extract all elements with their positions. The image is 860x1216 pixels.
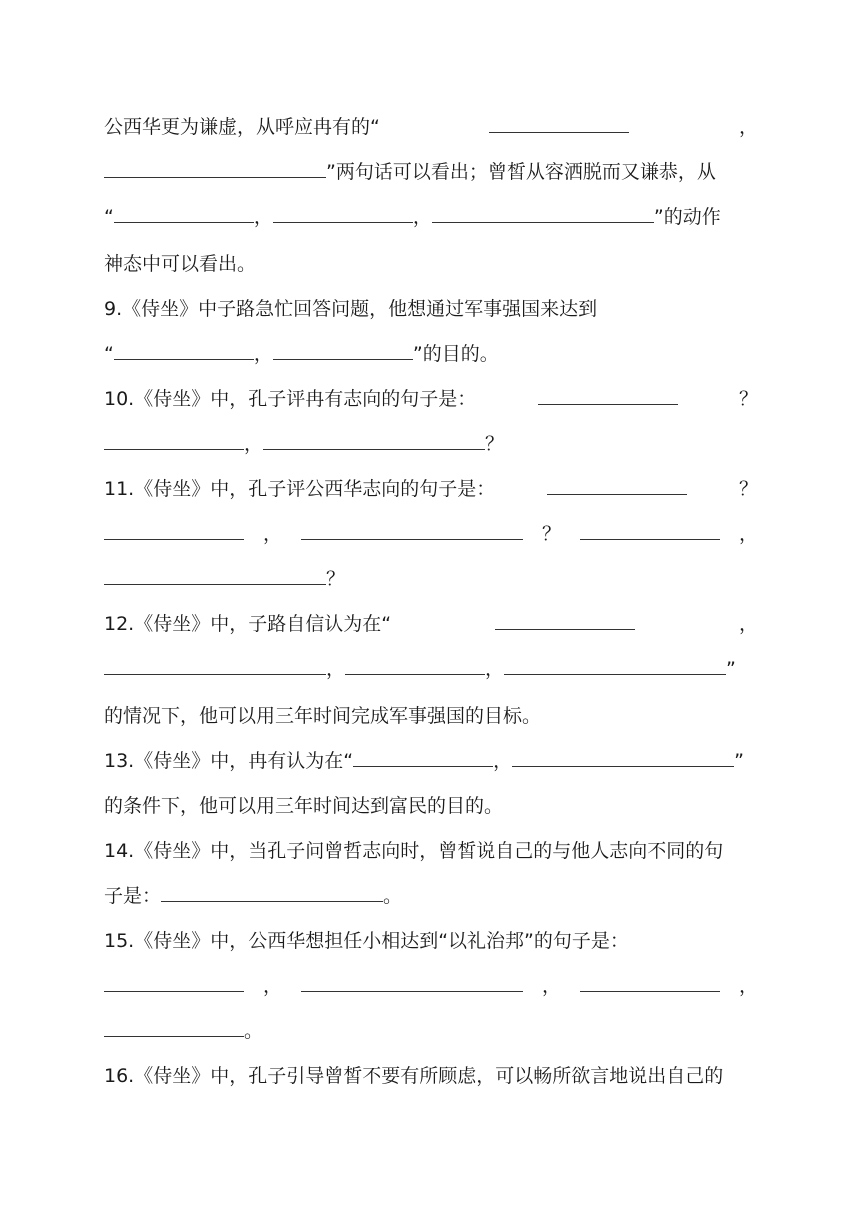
answer-blank[interactable]	[273, 202, 413, 223]
question-9-text: 9.《侍坐》中子路急忙回答问题，他想通过军事强国来达到	[104, 298, 598, 320]
question-12-text: 12.《侍坐》中，子路自信认为在“	[104, 613, 392, 635]
answer-blank[interactable]	[353, 746, 493, 767]
answer-blank[interactable]	[104, 564, 326, 585]
punct: ，	[326, 658, 346, 680]
q11-line-1	[104, 474, 758, 504]
question-14-text: 子是：	[104, 885, 162, 907]
q15-line-1	[104, 926, 758, 956]
answer-blank[interactable]	[104, 1016, 244, 1037]
q15-line-2	[104, 971, 758, 1001]
punct: ，	[253, 343, 273, 365]
punct: ？	[738, 388, 758, 410]
answer-blank[interactable]	[104, 429, 244, 450]
punct: ，	[485, 658, 505, 680]
punct: “	[104, 343, 114, 365]
punct: ？	[326, 568, 346, 590]
q8-text: ”两句话可以看出；曾皙从容洒脱而又谦恭，从	[326, 161, 716, 183]
answer-blank[interactable]	[301, 971, 523, 992]
question-16-text: 16.《侍坐》中，孔子引导曾皙不要有所顾虑，可以畅所欲言地说出自己的	[104, 1065, 724, 1087]
q11-line-3	[104, 564, 758, 594]
answer-blank[interactable]	[104, 519, 244, 540]
answer-blank[interactable]	[104, 654, 326, 675]
answer-blank[interactable]	[161, 881, 383, 902]
question-13-text: 13.《侍坐》中，冉有认为在“	[104, 750, 354, 772]
answer-blank[interactable]	[504, 654, 726, 675]
punct: ，	[412, 206, 432, 228]
question-14-text: 14.《侍坐》中，当孔子问曾哲志向时，曾皙说自己的与他人志向不同的句	[104, 840, 724, 862]
q8-line-4	[104, 249, 758, 279]
answer-blank[interactable]	[263, 429, 485, 450]
answer-blank[interactable]	[512, 746, 734, 767]
punct: “	[104, 206, 114, 228]
punct: ，	[738, 613, 758, 635]
answer-blank[interactable]	[104, 157, 326, 178]
punct: ，	[738, 975, 758, 997]
q10-line-1	[104, 384, 758, 414]
answer-blank[interactable]	[580, 519, 720, 540]
q16-line-1	[104, 1061, 758, 1091]
q8-text: 公西华更为谦虚，从呼应冉有的“	[104, 116, 380, 138]
punct: ”	[726, 658, 736, 680]
q13-line-1	[104, 746, 758, 776]
q11-line-2	[104, 519, 758, 549]
question-9-text: ”的目的。	[412, 343, 499, 365]
punct: 。	[244, 1020, 264, 1042]
q12-line-3	[104, 701, 758, 731]
answer-blank[interactable]	[489, 112, 629, 133]
question-11-text: 11.《侍坐》中，孔子评公西华志向的句子是：	[104, 478, 496, 500]
q8-text: ”的动作	[653, 206, 721, 228]
punct: ？	[485, 433, 505, 455]
q8-text: 神态中可以看出。	[104, 253, 257, 275]
answer-blank[interactable]	[580, 971, 720, 992]
punct: ，	[262, 975, 282, 997]
answer-blank[interactable]	[104, 971, 244, 992]
q9-line-2	[104, 339, 758, 369]
punct: ，	[541, 975, 561, 997]
answer-blank[interactable]	[114, 339, 254, 360]
answer-blank[interactable]	[345, 654, 485, 675]
q8-line-3	[104, 202, 758, 232]
punct: ，	[262, 523, 282, 545]
question-13-text: 的条件下，他可以用三年时间达到富民的目的。	[104, 795, 504, 817]
answer-blank[interactable]	[273, 339, 413, 360]
answer-blank[interactable]	[538, 384, 678, 405]
q12-line-2	[104, 654, 758, 684]
punct: 。	[383, 885, 403, 907]
q14-line-1	[104, 836, 758, 866]
answer-blank[interactable]	[432, 202, 654, 223]
punct: ，	[738, 116, 758, 138]
punct: ？	[738, 478, 758, 500]
punct: ？	[541, 523, 561, 545]
answer-blank[interactable]	[114, 202, 254, 223]
punct: ，	[738, 523, 758, 545]
q10-line-2	[104, 429, 758, 459]
punct: ”	[734, 750, 744, 772]
punct: ，	[493, 750, 513, 772]
q12-line-1	[104, 609, 758, 639]
question-15-text: 15.《侍坐》中，公西华想担任小相达到“以礼治邦”的句子是：	[104, 930, 629, 952]
q8-line-1	[104, 112, 758, 142]
punct: ，	[244, 433, 264, 455]
q14-line-2	[104, 881, 758, 911]
question-12-text: 的情况下，他可以用三年时间完成军事强国的目标。	[104, 705, 542, 727]
q15-line-3	[104, 1016, 758, 1046]
answer-blank[interactable]	[547, 474, 687, 495]
answer-blank[interactable]	[495, 609, 635, 630]
answer-blank[interactable]	[301, 519, 523, 540]
question-10-text: 10.《侍坐》中，孔子评冉有志向的句子是：	[104, 388, 477, 410]
punct: ，	[253, 206, 273, 228]
q13-line-2	[104, 791, 758, 821]
q8-line-2	[104, 157, 758, 187]
q9-line-1	[104, 294, 758, 324]
